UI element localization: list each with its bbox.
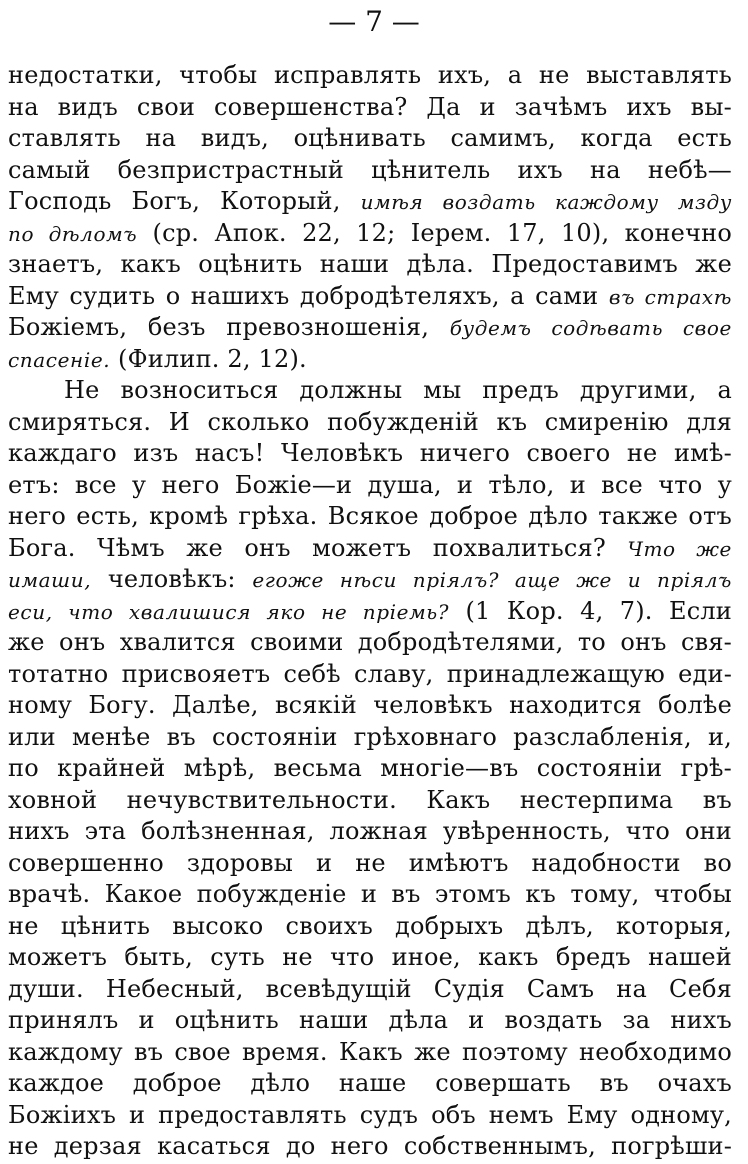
text-segment: етъ: все у него Божіе—и душа, и тѣло, и все что у xyxy=(8,470,732,499)
text-segment: на видъ свои совершенства? Да и зачѣмъ ихъ вы- xyxy=(8,92,732,121)
text-segment: не дерзая касаться до него собственнымъ, погрѣши- xyxy=(8,1132,732,1160)
text-line xyxy=(8,816,732,848)
text-line xyxy=(8,344,732,376)
text-segment: души. Небесный, всевѣдущій Судія Самъ на Себя xyxy=(8,974,732,1003)
text-line xyxy=(8,942,732,974)
text-line xyxy=(8,659,732,691)
text-segment: него есть, кромѣ грѣха. Всякое доброе дѣло также отъ xyxy=(8,502,732,530)
text-segment: (Филип. 2, 12). xyxy=(110,344,307,373)
text-segment: каждому въ свое время. Какъ же поэтому необходимо xyxy=(8,1037,732,1066)
text-segment: можетъ быть, суть не что иное, какъ бредъ нашей xyxy=(8,943,732,971)
page-number: — 7 — xyxy=(328,5,420,38)
text-segment: или менѣе въ состояніи грѣховнаго разслабленія, и, xyxy=(8,722,732,751)
text-line xyxy=(8,1068,732,1100)
text-line xyxy=(8,627,732,659)
text-segment: ному Богу. Далѣе, всякій человѣкъ находится болѣе xyxy=(8,691,732,719)
text-segment: не цѣнить высоко своихъ добрыхъ дѣлъ, которыя, xyxy=(8,911,732,940)
text-line xyxy=(8,312,732,344)
text-line xyxy=(8,123,732,155)
text-line xyxy=(8,60,732,92)
text-line xyxy=(8,155,732,187)
text-segment: каждаго изъ насъ! Человѣкъ ничего своего не имѣ- xyxy=(8,439,732,467)
text-line xyxy=(8,470,732,502)
text-line xyxy=(8,218,732,250)
text-line xyxy=(8,438,732,470)
text-line xyxy=(8,1005,732,1037)
text-line xyxy=(8,974,732,1006)
text-segment: совершенно здоровы и не имѣютъ надобности во xyxy=(8,848,732,877)
text-segment: Ему судить о нашихъ добродѣтеляхъ, а сами xyxy=(8,281,609,310)
text-segment: ховной нечувствительности. Какъ нестерпима въ xyxy=(8,785,732,814)
text-line xyxy=(8,690,732,722)
text-line xyxy=(8,1100,732,1132)
text-line xyxy=(8,785,732,817)
text-segment: (ср. Апок. 22, 12; Iерем. 17, 10), конечно xyxy=(137,218,732,247)
text-segment: нихъ эта болѣзненная, ложная увѣренность, что они xyxy=(8,817,732,845)
text-line xyxy=(8,596,732,628)
italic-quote: егоже нѣси пріялъ? аще же и пріялъ xyxy=(252,568,732,592)
text-segment: самый безпристрастный цѣнитель ихъ на небѣ— xyxy=(8,155,732,184)
text-line xyxy=(8,564,732,596)
text-segment: каждое доброе дѣло наше совершать въ очахъ xyxy=(8,1069,732,1097)
text-segment: принялъ и оцѣнить наши дѣла и воздать за нихъ xyxy=(8,1006,732,1034)
italic-quote: еси, что хвалишися яко не пріемь? xyxy=(8,599,450,624)
text-segment: Бога. Чѣмъ же онъ можетъ похвалиться? xyxy=(8,533,628,562)
body-text xyxy=(8,60,732,1163)
text-line xyxy=(8,92,732,124)
text-line xyxy=(8,753,732,785)
text-segment: (1 Кор. 4, 7). Если xyxy=(449,596,732,625)
text-line xyxy=(8,407,732,439)
text-line xyxy=(8,281,732,313)
italic-quote: имѣя воздать каждому мзду xyxy=(360,190,732,214)
italic-quote: въ страхѣ xyxy=(608,284,732,309)
text-line xyxy=(8,1037,732,1069)
text-segment: Господь Богъ, Который, xyxy=(8,187,361,215)
text-segment: ставлять на видъ, оцѣнивать самимъ, когда есть xyxy=(8,124,732,152)
text-line xyxy=(8,533,732,565)
italic-quote: будемъ содѣвать свое xyxy=(449,316,732,340)
text-segment: Божіихъ и предоставлять судъ объ немъ Ему одному, xyxy=(8,1100,732,1129)
text-line xyxy=(8,848,732,880)
italic-quote: Что же xyxy=(627,536,732,561)
text-line xyxy=(8,1131,732,1163)
text-segment: же онъ хвалится своими добродѣтелями, то онъ свя- xyxy=(8,628,732,656)
text-segment: по крайней мѣрѣ, весьма многіе—въ состояніи грѣ- xyxy=(8,754,732,782)
text-segment: человѣкъ: xyxy=(91,565,253,593)
italic-quote: имаши, xyxy=(8,568,92,592)
text-segment: смиряться. И сколько побужденій къ смиренію для xyxy=(8,407,732,436)
text-line xyxy=(8,501,732,533)
text-line xyxy=(8,375,732,407)
text-segment: Не возноситься должны мы предъ другими, а xyxy=(64,376,732,404)
text-line xyxy=(8,722,732,754)
text-line xyxy=(8,186,732,218)
text-segment: знаетъ, какъ оцѣнить наши дѣла. Предоставимъ же xyxy=(8,250,732,278)
text-line xyxy=(8,249,732,281)
italic-quote: по дѣломъ xyxy=(8,221,138,246)
text-segment: недостатки, чтобы исправлять ихъ, а не выставлять xyxy=(8,61,732,89)
text-line xyxy=(8,911,732,943)
text-segment: Божіемъ, безъ превозношенія, xyxy=(8,313,450,341)
text-segment: врачѣ. Какое побужденіе и въ этомъ къ тому, чтобы xyxy=(8,880,732,908)
text-segment: тотатно присвояетъ себѣ славу, принадлежащую еди- xyxy=(8,659,732,688)
text-line xyxy=(8,879,732,911)
italic-quote: спасеніе. xyxy=(8,347,111,372)
